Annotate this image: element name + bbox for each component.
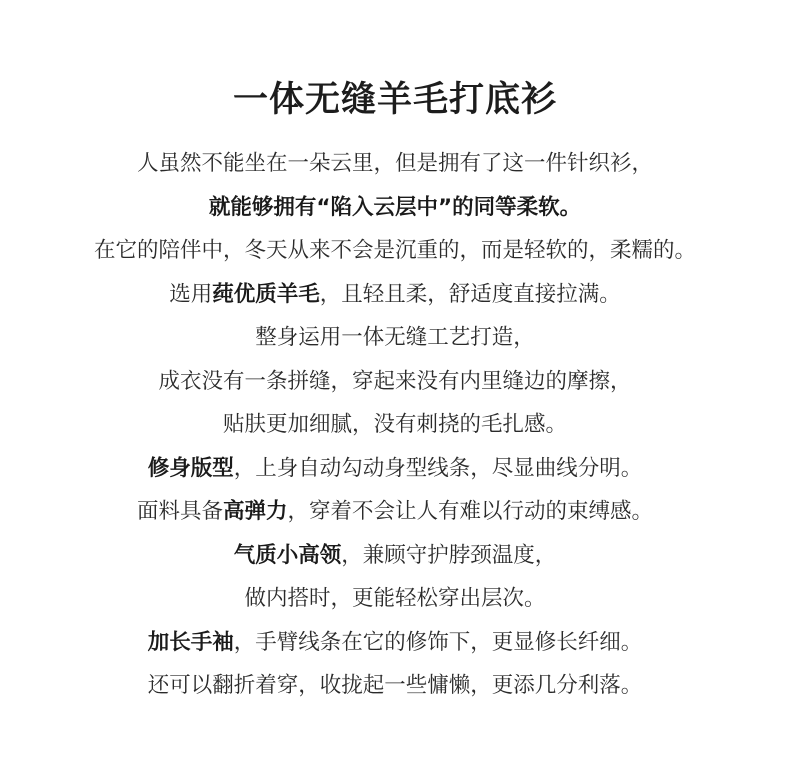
- line-text-tail: ，上身自动勾动身型线条，尽显曲线分明。: [233, 455, 643, 481]
- line-text: 整身运用一体无缝工艺打造，: [255, 325, 535, 350]
- description-text-block: [0, 142, 790, 708]
- line-text: 人虽然不能坐在一朵云里，但是拥有了这一件针织衫，: [136, 151, 653, 176]
- line-highlight: 莼优质羊毛: [212, 281, 320, 307]
- description-line: [0, 403, 790, 447]
- line-text: 还可以翻折着穿，收拢起一些慵懒，更添几分利落。: [147, 673, 643, 698]
- description-line: [0, 664, 790, 708]
- line-text-tail: ，且轻且柔，舒适度直接拉满。: [319, 281, 621, 307]
- description-line: [0, 142, 790, 186]
- line-highlight: 高弹力: [222, 499, 288, 524]
- description-line: [0, 534, 790, 578]
- page-title: 一体无缝羊毛打底衫: [232, 80, 557, 120]
- line-text: 面料具备: [136, 499, 223, 524]
- line-highlight: 加长手袖: [147, 629, 234, 655]
- description-line: [0, 360, 790, 404]
- description-line: [0, 490, 790, 534]
- description-line: [0, 229, 790, 273]
- line-highlight: 就能够拥有“陷入云层中”的同等柔软。: [208, 194, 582, 220]
- line-text-tail: ，兼顾守护脖颈温度，: [341, 542, 557, 568]
- description-line: [0, 577, 790, 621]
- line-highlight: 气质小高领: [233, 542, 342, 568]
- line-text-tail: ，手臂线条在它的修饰下，更显修长纤细。: [233, 629, 643, 655]
- line-text: 做内搭时，更能轻松穿出层次。: [244, 586, 546, 611]
- line-text-tail: ，穿着不会让人有难以行动的束缚感。: [287, 499, 654, 524]
- description-line: [0, 186, 790, 230]
- description-line: [0, 273, 790, 317]
- description-line: [0, 316, 790, 360]
- line-text: 在它的陪伴中，冬天从来不会是沉重的，而是轻软的，柔糯的。: [93, 238, 696, 263]
- line-text: 成衣没有一条拼缝，穿起来没有内里缝边的摩擦，: [158, 368, 632, 394]
- description-line: [0, 621, 790, 665]
- description-line: [0, 447, 790, 491]
- line-text: 选用: [169, 281, 213, 307]
- line-text: 贴肤更加细腻，没有刺挠的毛扎感。: [222, 412, 567, 437]
- line-highlight: 修身版型: [147, 455, 234, 481]
